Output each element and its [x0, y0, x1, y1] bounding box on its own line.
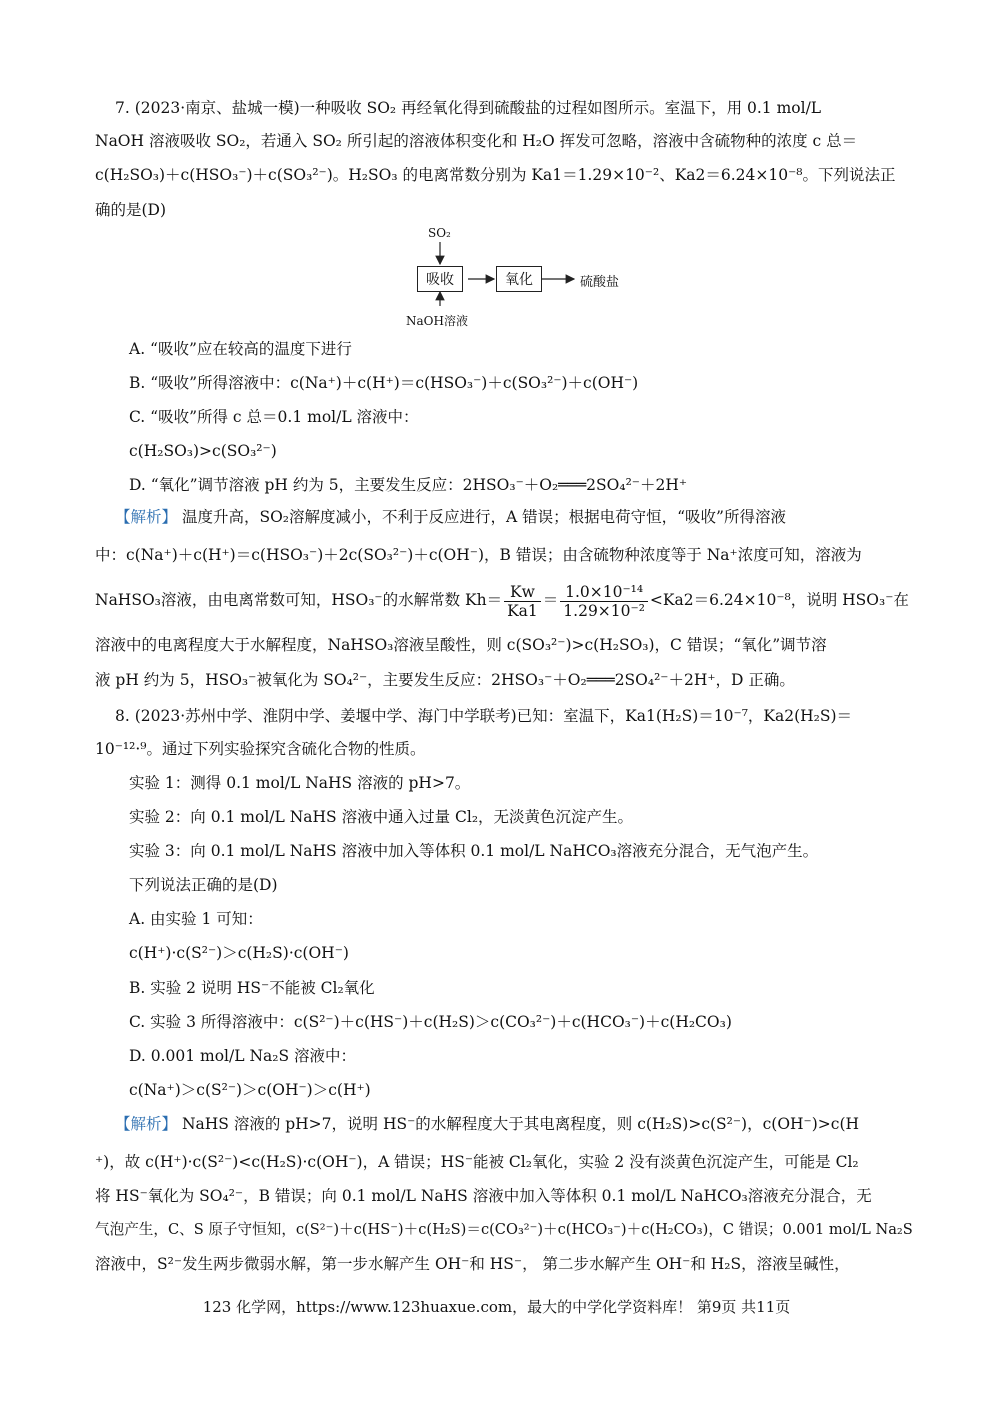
q8-line-2: 10⁻¹²·⁹。通过下列实验探究含硫化合物的性质。: [95, 740, 426, 758]
q7-analysis-text-3a: NaHSO₃溶液，由电离常数可知，HSO₃⁻的水解常数 Kh＝: [95, 591, 503, 609]
q8-analysis-text-1: NaHS 溶液的 pH>7，说明 HS⁻的水解程度大于其电离程度，则 c(H₂S)>c(S²⁻)，c(OH⁻)>c(H: [181, 1115, 860, 1133]
oxidize-box: 氧化: [496, 266, 542, 292]
q8-option-d-expr: c(Na⁺)＞c(S²⁻)＞c(OH⁻)＞c(H⁺): [129, 1081, 371, 1099]
q7-analysis-tag: 【解析】: [115, 508, 178, 526]
naoh-label: NaOH溶液: [406, 314, 468, 328]
q8-experiment-2: 实验 2：向 0.1 mol/L NaHS 溶液中通入过量 Cl₂，无淡黄色沉淀产生。: [129, 808, 634, 826]
product-label: 硫酸盐: [580, 275, 620, 290]
q8-analysis-line-4: 气泡产生，C、S 原子守恒知，c(S²⁻)＋c(HS⁻)＋c(H₂S)＝c(CO₃²⁻)＋c(HCO₃⁻)＋c(H₂CO₃)，C 错误；0.001 mol/L Na₂S: [95, 1221, 913, 1238]
q8-option-b: B. 实验 2 说明 HS⁻不能被 Cl₂氧化: [129, 979, 375, 997]
q8-analysis-line-1: [115, 1113, 898, 1135]
page-footer: 123 化学网，https://www.123huaxue.com，最大的中学化学资料库！ 第9页 共11页: [202, 1298, 791, 1316]
q7-line-1: 7. (2023·南京、盐城一模)一种吸收 SO₂ 再经氧化得到硫酸盐的过程如图所示。室温下，用 0.1 mol/L: [115, 99, 822, 117]
absorb-box: 吸收: [417, 266, 463, 292]
q8-option-d: D. 0.001 mol/L Na₂S 溶液中：: [129, 1047, 357, 1065]
q7-option-d: D. “氧化”调节溶液 pH 约为 5，主要发生反应：2HSO₃⁻＋O₂═══2SO₄²⁻＋2H⁺: [129, 476, 688, 494]
kw-ka1-fraction: [504, 583, 541, 620]
q8-analysis-line-2: ⁺)，故 c(H⁺)·c(S²⁻)<c(H₂S)·c(OH⁻)，A 错误；HS⁻能被 Cl₂氧化，实验 2 没有淡黄色沉淀产生，可能是 Cl₂: [95, 1153, 859, 1171]
q7-analysis-line-5: 液 pH 约为 5，HSO₃⁻被氧化为 SO₄²⁻，主要发生反应：2HSO₃⁻＋O₂═══2SO₄²⁻＋2H⁺，D 正确。: [95, 671, 795, 689]
q8-option-c: C. 实验 3 所得溶液中：c(S²⁻)＋c(HS⁻)＋c(H₂S)＞c(CO₃²⁻)＋c(HCO₃⁻)＋c(H₂CO₃): [129, 1013, 732, 1031]
q7-option-b: B. “吸收”所得溶液中：c(Na⁺)＋c(H⁺)＝c(HSO₃⁻)＋c(SO₃²⁻)＋c(OH⁻): [129, 374, 639, 392]
q7-line-3: c(H₂SO₃)＋c(HSO₃⁻)＋c(SO₃²⁻)。H₂SO₃ 的电离常数分别为 Ka1＝1.29×10⁻²、Ka2＝6.24×10⁻⁸。下列说法正: [95, 166, 896, 184]
q8-option-a: A. 由实验 1 可知：: [129, 910, 263, 928]
q7-analysis-text-3b: <Ka2＝6.24×10⁻⁸，说明 HSO₃⁻在: [649, 591, 909, 609]
q7-line-2: NaOH 溶液吸收 SO₂，若通入 SO₂ 所引起的溶液体积变化和 H₂O 挥发可忽略，溶液中含硫物种的浓度 c 总＝: [95, 132, 858, 150]
q8-experiment-3: 实验 3：向 0.1 mol/L NaHS 溶液中加入等体积 0.1 mol/L NaHCO₃溶液充分混合，无气泡产生。: [129, 842, 819, 860]
q8-analysis-line-5: 溶液中，S²⁻发生两步微弱水解，第一步水解产生 OH⁻和 HS⁻， 第二步水解产生 OH⁻和 H₂S，溶液呈碱性，: [95, 1255, 850, 1273]
fraction-1-numerator: Kw: [504, 583, 541, 602]
q8-line-1: 8. (2023·苏州中学、淮阴中学、姜堰中学、海门中学联考)已知：室温下，Ka1(H₂S)＝10⁻⁷，Ka2(H₂S)＝: [115, 707, 853, 725]
q7-option-c-expr: c(H₂SO₃)>c(SO₃²⁻): [129, 442, 277, 460]
q7-analysis-line-3: NaHSO₃溶液，由电离常数可知，HSO₃⁻的水解常数 Kh＝ $\frac{Kw}{Ka1}$ ＝ $\frac{\text{1.0×10⁻¹⁴}}{\text{1.29×10⁻²}}$ <Ka2＝6.24×10⁻⁸，说明 HSO₃⁻在: [95, 582, 909, 620]
q7-line-4: 确的是(D): [95, 201, 167, 219]
q7-analysis-text-1: 温度升高，SO₂溶解度减小，不利于反应进行，A 错误；根据电荷守恒，“吸收”所得溶液: [181, 508, 786, 526]
fraction-2-numerator: 1.0×10⁻¹⁴: [560, 583, 648, 602]
q7-analysis-line-1: [115, 506, 898, 528]
q8-experiment-1: 实验 1：测得 0.1 mol/L NaHS 溶液的 pH>7。: [129, 774, 471, 792]
q7-option-c: C. “吸收”所得 c 总＝0.1 mol/L 溶液中：: [129, 408, 419, 426]
value-fraction: [560, 583, 648, 620]
q8-stem: 下列说法正确的是(D): [129, 876, 278, 894]
so2-label: SO₂: [428, 226, 451, 240]
q8-analysis-tag: 【解析】: [115, 1115, 178, 1133]
q8-option-a-expr: c(H⁺)·c(S²⁻)＞c(H₂S)·c(OH⁻): [129, 944, 349, 962]
fraction-1-denominator: Ka1: [507, 601, 538, 620]
q7-option-a: A. “吸收”应在较高的温度下进行: [129, 340, 352, 358]
q7-analysis-line-2: 中：c(Na⁺)＋c(H⁺)＝c(HSO₃⁻)＋2c(SO₃²⁻)＋c(OH⁻)，B 错误；由含硫物种浓度等于 Na⁺浓度可知，溶液为: [95, 546, 862, 564]
fraction-2-denominator: 1.29×10⁻²: [563, 601, 645, 620]
q7-analysis-line-4: 溶液中的电离程度大于水解程度，NaHSO₃溶液呈酸性，则 c(SO₃²⁻)>c(H₂SO₃)，C 错误；“氧化”调节溶: [95, 636, 827, 654]
process-diagram: [400, 226, 640, 332]
q8-analysis-line-3: 将 HS⁻氧化为 SO₄²⁻，B 错误；向 0.1 mol/L NaHS 溶液中加入等体积 0.1 mol/L NaHCO₃溶液充分混合，无: [95, 1187, 872, 1205]
